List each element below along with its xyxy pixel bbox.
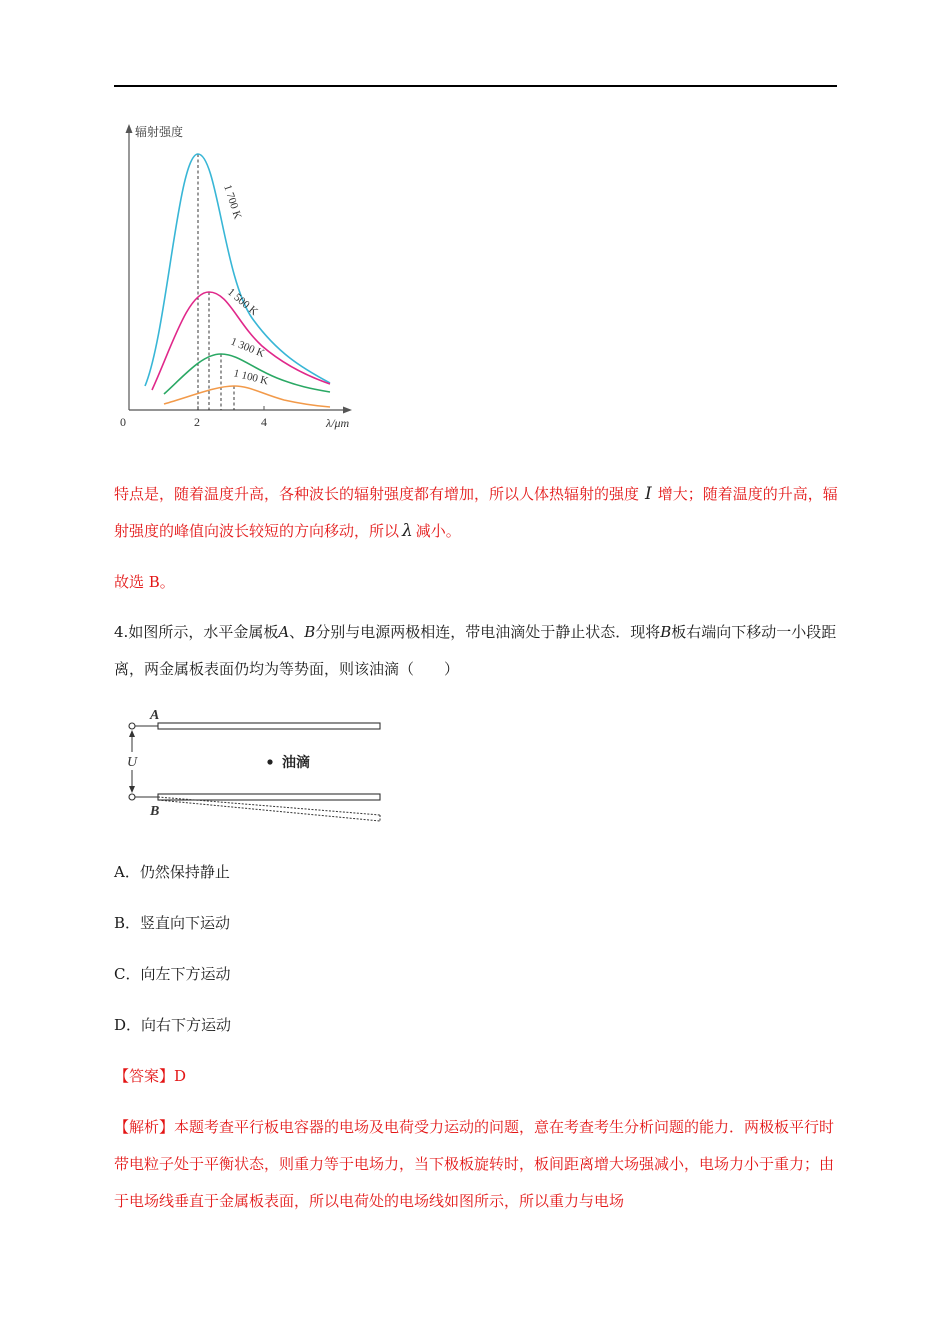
conclusion: 故选 B。 — [114, 573, 175, 591]
header-rule — [114, 85, 837, 87]
plate-b-label: B — [150, 804, 160, 819]
curve-1700k — [145, 154, 330, 386]
x-axis-arrow — [343, 407, 352, 414]
plate-b — [158, 794, 380, 800]
option-d — [114, 1007, 842, 1044]
intensity-symbol: I — [645, 484, 652, 504]
plate-a-label: A — [150, 708, 160, 723]
question-text: 如图所示，水平金属板 — [128, 623, 279, 641]
answer-value: D — [174, 1067, 187, 1085]
explanation-text: 特点是，随着温度升高，各种波长的辐射强度都有增加，所以人体热辐射的强度 — [114, 485, 640, 503]
curve-label-1700k: 1 700 K — [221, 183, 244, 221]
option-key: D． — [114, 1016, 142, 1034]
analysis — [114, 1109, 842, 1220]
answer-tag: 【答案】 — [114, 1067, 175, 1085]
oil-drop-label: 油滴 — [282, 756, 310, 771]
option-a — [114, 854, 842, 891]
option-key: B． — [114, 914, 141, 932]
question-text: 板右端向下移动一小段距离，两金属板表面仍均为等势面，则该油滴（ ） — [114, 623, 837, 678]
y-axis-label: 辐射强度 — [135, 125, 184, 139]
radiation-chart — [112, 118, 372, 438]
option-key: A． — [114, 863, 140, 881]
plate-b-ref: B — [304, 623, 316, 641]
option-text: 向左下方运动 — [140, 965, 231, 983]
plate-a-ref: A — [278, 623, 290, 641]
option-key: C． — [114, 965, 141, 983]
option-text: 仍然保持静止 — [139, 863, 230, 881]
x-tick-label: 4 — [261, 415, 267, 429]
x-tick-label: 0 — [120, 415, 126, 429]
plate-b-ref: B — [660, 623, 672, 641]
explanation-paragraph — [114, 476, 842, 550]
explanation-text: 增大；随着温度的升高，辐射强度的峰值向波长较短的方向移动，所以 — [114, 485, 838, 540]
voltage-label: U — [127, 755, 138, 770]
y-axis-arrow — [126, 124, 133, 133]
terminal-b — [129, 794, 135, 800]
explanation-text: 减小。 — [415, 522, 461, 540]
x-tick-label: 2 — [194, 415, 200, 429]
question-number: 4. — [114, 623, 129, 641]
question-4 — [114, 614, 842, 688]
terminal-a — [129, 723, 135, 729]
tilted-plate-b — [158, 800, 380, 821]
x-axis-label: λ/μm — [326, 416, 350, 430]
capacitor-diagram — [112, 702, 392, 826]
option-b — [114, 905, 842, 942]
oil-drop — [267, 759, 272, 764]
curve-label-1300k: 1 300 K — [228, 335, 267, 361]
question-text: 、 — [289, 623, 305, 641]
analysis-tag: 【解析】 — [114, 1118, 175, 1136]
answer — [114, 1058, 842, 1095]
curve-1100k — [164, 386, 330, 407]
curve-label-1100k: 1 100 K — [232, 367, 270, 388]
question-text: 分别与电源两极相连，带电油滴处于静止状态．现将 — [315, 623, 661, 641]
option-text: 竖直向下运动 — [140, 914, 231, 932]
option-text: 向右下方运动 — [141, 1016, 232, 1034]
analysis-text: 本题考查平行板电容器的电场及电荷受力运动的问题，意在考查考生分析问题的能力．两极板平行时带电粒子处于平衡状态，则重力等于电场力，当下极板旋转时，板间距离增大场强减小，电场力小于重力；由于电场线垂直于金属板表面，所以电荷处的电场线如图所示，所以重力与电场 — [114, 1118, 835, 1210]
option-c — [114, 956, 842, 993]
lambda-symbol: λ — [402, 521, 413, 541]
plate-a — [158, 723, 380, 729]
curve-label-1500k: 1 500 K — [225, 286, 260, 319]
